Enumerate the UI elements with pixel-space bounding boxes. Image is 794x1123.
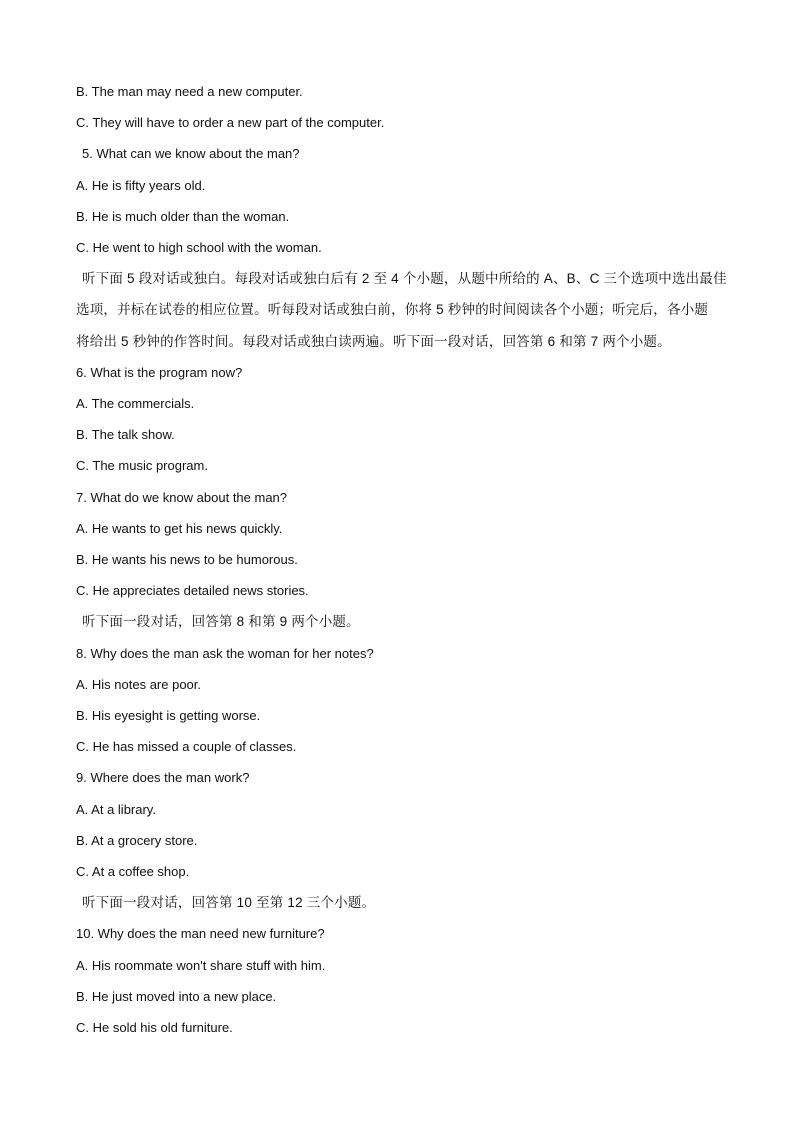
option-7a: A. He wants to get his news quickly. <box>76 521 283 536</box>
question-8: 8. Why does the man ask the woman for her notes? <box>76 646 374 661</box>
option-5c: C. He went to high school with the woman. <box>76 240 322 255</box>
option-9b: B. At a grocery store. <box>76 833 198 848</box>
option-5a: A. He is fifty years old. <box>76 178 206 193</box>
option-6a: A. The commercials. <box>76 396 195 411</box>
section-instruction-line-1: 听下面 5 段对话或独白。每段对话或独白后有 2 至 4 个小题，从题中所给的 A、B、C 三个选项中选出最佳 <box>82 271 727 286</box>
option-10a: A. His roommate won't share stuff with him. <box>76 958 326 973</box>
instruction-questions-10-12: 听下面一段对话，回答第 10 至第 12 三个小题。 <box>82 895 376 910</box>
option-8c: C. He has missed a couple of classes. <box>76 739 297 754</box>
option-8a: A. His notes are poor. <box>76 677 202 692</box>
section-instruction-line-2: 选项，并标在试卷的相应位置。听每段对话或独白前，你将 5 秒钟的时间阅读各个小题；听完后，各小题 <box>76 302 709 317</box>
option-6b: B. The talk show. <box>76 427 175 442</box>
question-5: 5. What can we know about the man? <box>82 146 300 161</box>
question-7: 7. What do we know about the man? <box>76 490 288 505</box>
option-7c: C. He appreciates detailed news stories. <box>76 583 309 598</box>
question-9: 9. Where does the man work? <box>76 770 250 785</box>
option-8b: B. His eyesight is getting worse. <box>76 708 261 723</box>
section-instruction-line-3: 将给出 5 秒钟的作答时间。每段对话或独白读两遍。听下面一段对话，回答第 6 和第 7 两个小题。 <box>76 334 671 349</box>
option-10b: B. He just moved into a new place. <box>76 989 277 1004</box>
option-5b: B. He is much older than the woman. <box>76 209 290 224</box>
option-4c: C. They will have to order a new part of the computer. <box>76 115 385 130</box>
option-9a: A. At a library. <box>76 802 156 817</box>
option-6c: C. The music program. <box>76 458 208 473</box>
instruction-questions-8-9: 听下面一段对话，回答第 8 和第 9 两个小题。 <box>82 614 360 629</box>
option-4b: B. The man may need a new computer. <box>76 84 303 99</box>
question-10: 10. Why does the man need new furniture? <box>76 926 325 941</box>
option-9c: C. At a coffee shop. <box>76 864 190 879</box>
option-10c: C. He sold his old furniture. <box>76 1020 233 1035</box>
question-6: 6. What is the program now? <box>76 365 243 380</box>
option-7b: B. He wants his news to be humorous. <box>76 552 298 567</box>
